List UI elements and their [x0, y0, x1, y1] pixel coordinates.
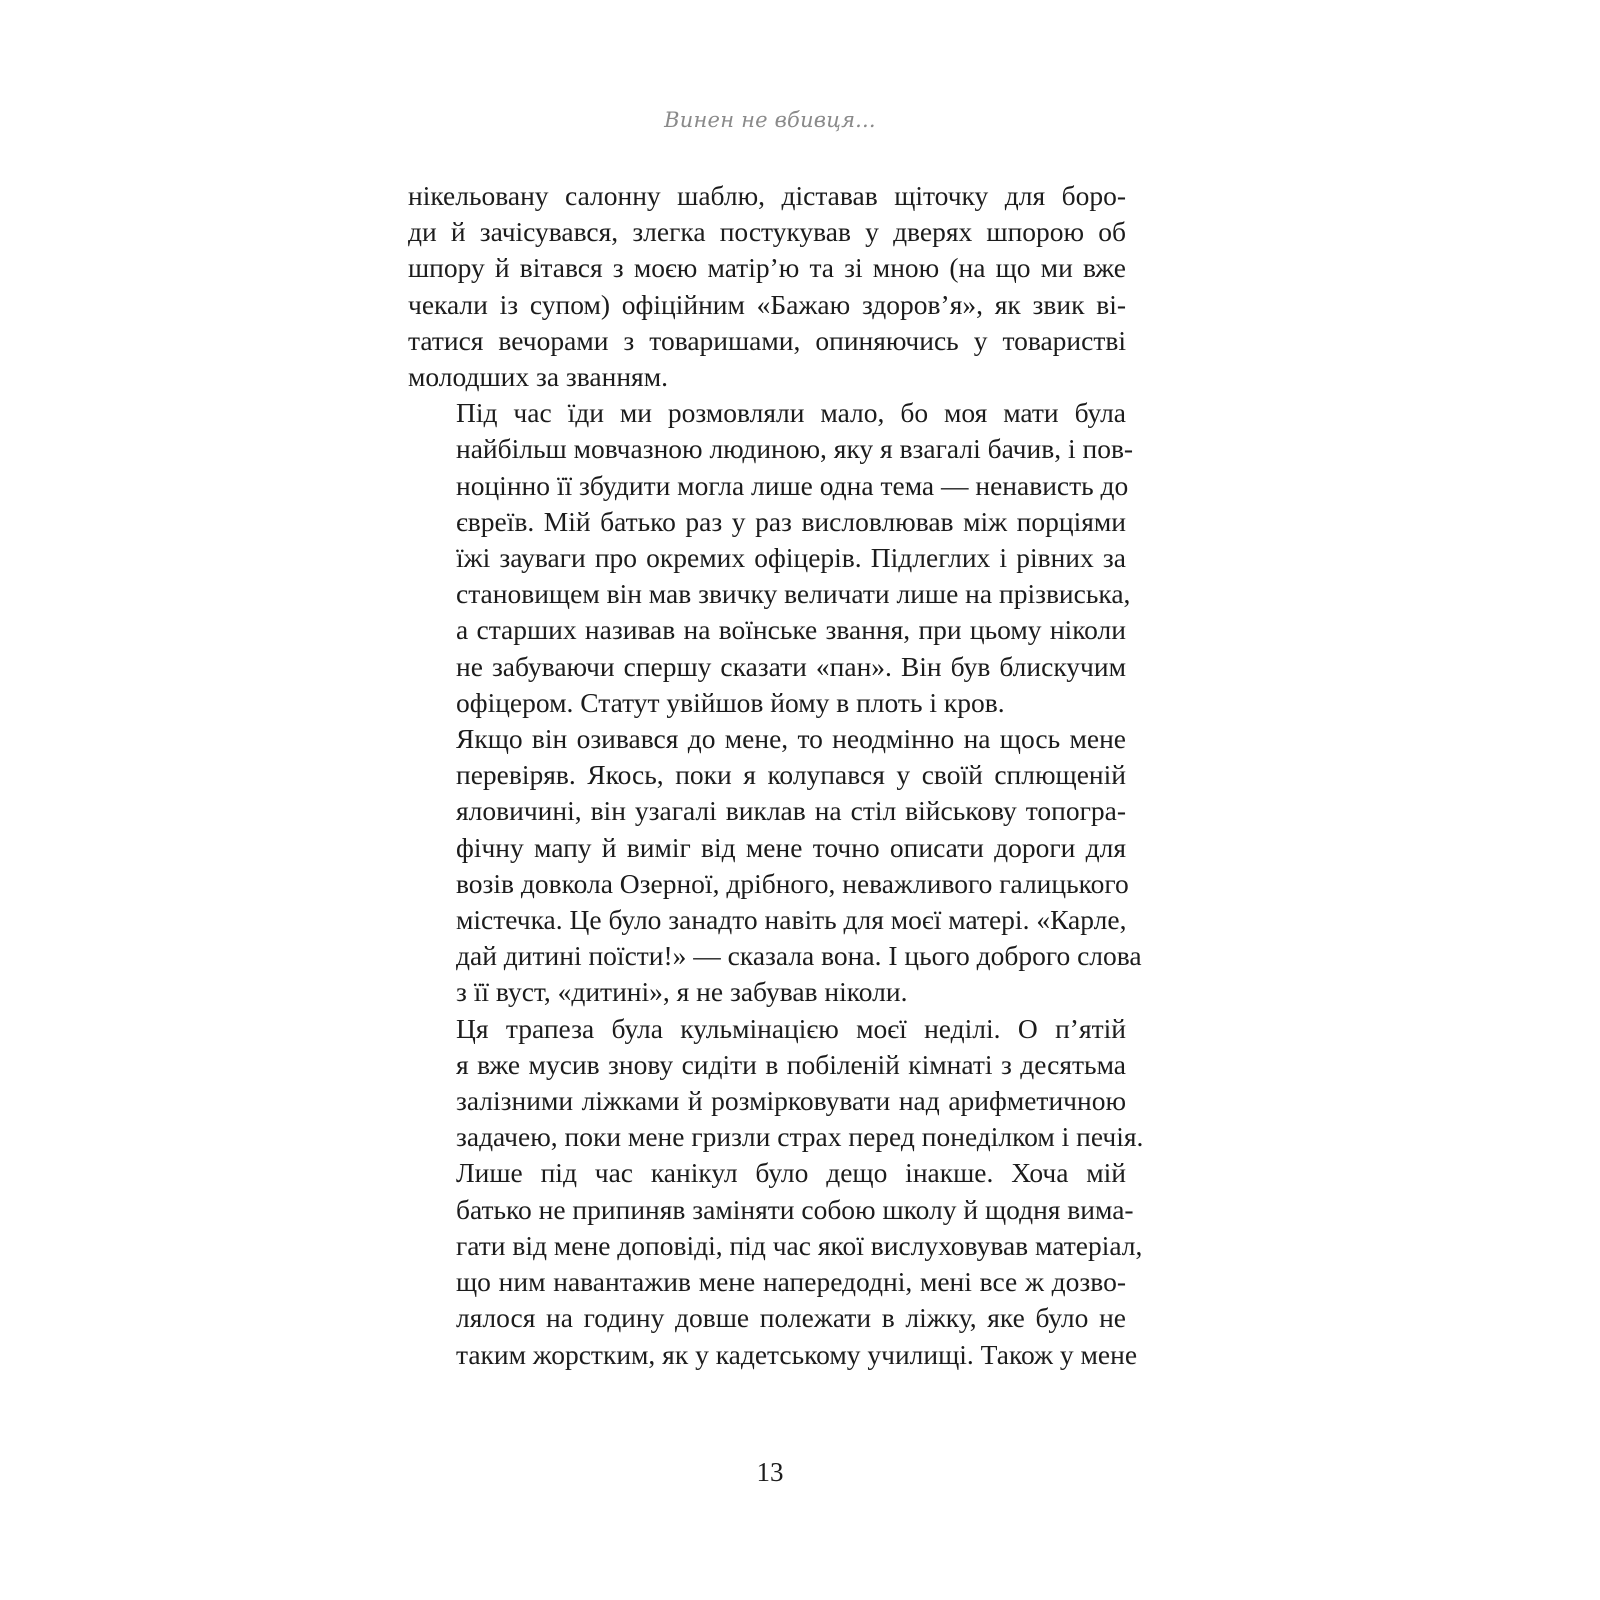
text-line: дай дитині поїсти!» — сказала вона. І цього доброго слова	[456, 940, 1142, 972]
text-line: з її вуст, «дитині», я не забував ніколи.	[456, 976, 908, 1008]
paragraph	[408, 1155, 1143, 1372]
paragraph	[408, 721, 1142, 1011]
page-number: 13	[756, 1457, 784, 1487]
text-line: перевіряв. Якось, поки я колупався у своїй сплющеній	[456, 759, 1126, 791]
text-line: возів довкола Озерної, дрібного, неважливого галицького	[456, 867, 1129, 899]
text-line: а старших називав на воїнське звання, при цьому ніколи	[456, 614, 1126, 646]
paragraph	[408, 178, 1126, 395]
text-line: молодших за званням.	[408, 361, 668, 393]
text-line: фічну мапу й виміг від мене точно описати дороги для	[456, 831, 1126, 863]
text-line: Під час їди ми розмовляли мало, бо моя мати була	[456, 397, 1126, 429]
text-line: їжі зауваги про окремих офіцерів. Підлеглих і рівних за	[456, 542, 1126, 574]
text-line: батько не припиняв заміняти собою школу й щодня вима-	[456, 1193, 1134, 1225]
text-line: яловичині, він узагалі виклав на стіл військову топогра-	[456, 795, 1126, 827]
text-line: таким жорстким, як у кадетському училищі. Також у мене	[456, 1338, 1138, 1370]
text-line: я вже мусив знову сидіти в побіленій кімнаті з десятьма	[456, 1048, 1126, 1080]
text-line: гати від мене доповіді, під час якої вислуховував матеріал,	[456, 1229, 1143, 1261]
text-line: що ним навантажив мене напередодні, мені все ж дозво-	[456, 1266, 1126, 1298]
text-line: ди й зачісувався, злегка постукував у дверях шпорою об	[408, 216, 1126, 248]
text-line: татися вечорами з товаришами, опиняючись у товаристві	[408, 324, 1126, 356]
text-line: ноцінно її збудити могла лише одна тема — ненависть до	[456, 469, 1129, 501]
text-line: нікельовану салонну шаблю, діставав щіточку для боро-	[408, 180, 1126, 211]
running-head: Винен не вбивця...	[664, 108, 876, 132]
text-line: не забуваючи спершу сказати «пан». Він був блискучим	[456, 650, 1126, 682]
text-line: лялося на годину довше полежати в ліжку, яке було не	[456, 1302, 1126, 1334]
text-line: Якщо він озивався до мене, то неодмінно на щось мене	[456, 723, 1126, 755]
text-line: містечка. Це було занадто навіть для моєї матері. «Карле,	[456, 904, 1127, 936]
text-line: чекали із супом) офіційним «Бажаю здоров’я», як звик ві-	[408, 288, 1126, 320]
text-line: задачею, поки мене гризли страх перед понеділком і печія.	[456, 1121, 1144, 1153]
text-line: євреїв. Мій батько раз у раз висловлював між порціями	[456, 505, 1126, 537]
text-line: офіцером. Статут увійшов йому в плоть і кров.	[456, 686, 1005, 718]
paragraph	[408, 1011, 1144, 1156]
body-text	[408, 178, 1144, 1373]
text-line: становищем він мав звичку величати лише на прізвиська,	[456, 578, 1131, 610]
text-line: шпору й вітався з моєю матір’ю та зі мною (на що ми вже	[408, 252, 1126, 284]
text-line: Ця трапеза була кульмінацією моєї неділі. О п’ятій	[456, 1012, 1126, 1044]
text-line: найбільш мовчазною людиною, яку я взагалі бачив, і пов-	[456, 433, 1134, 465]
text-line: залізними ліжками й розмірковувати над арифметичною	[456, 1085, 1126, 1117]
paragraph	[408, 395, 1134, 721]
text-line: Лише під час канікул було дещо інакше. Хоча мій	[456, 1157, 1126, 1189]
